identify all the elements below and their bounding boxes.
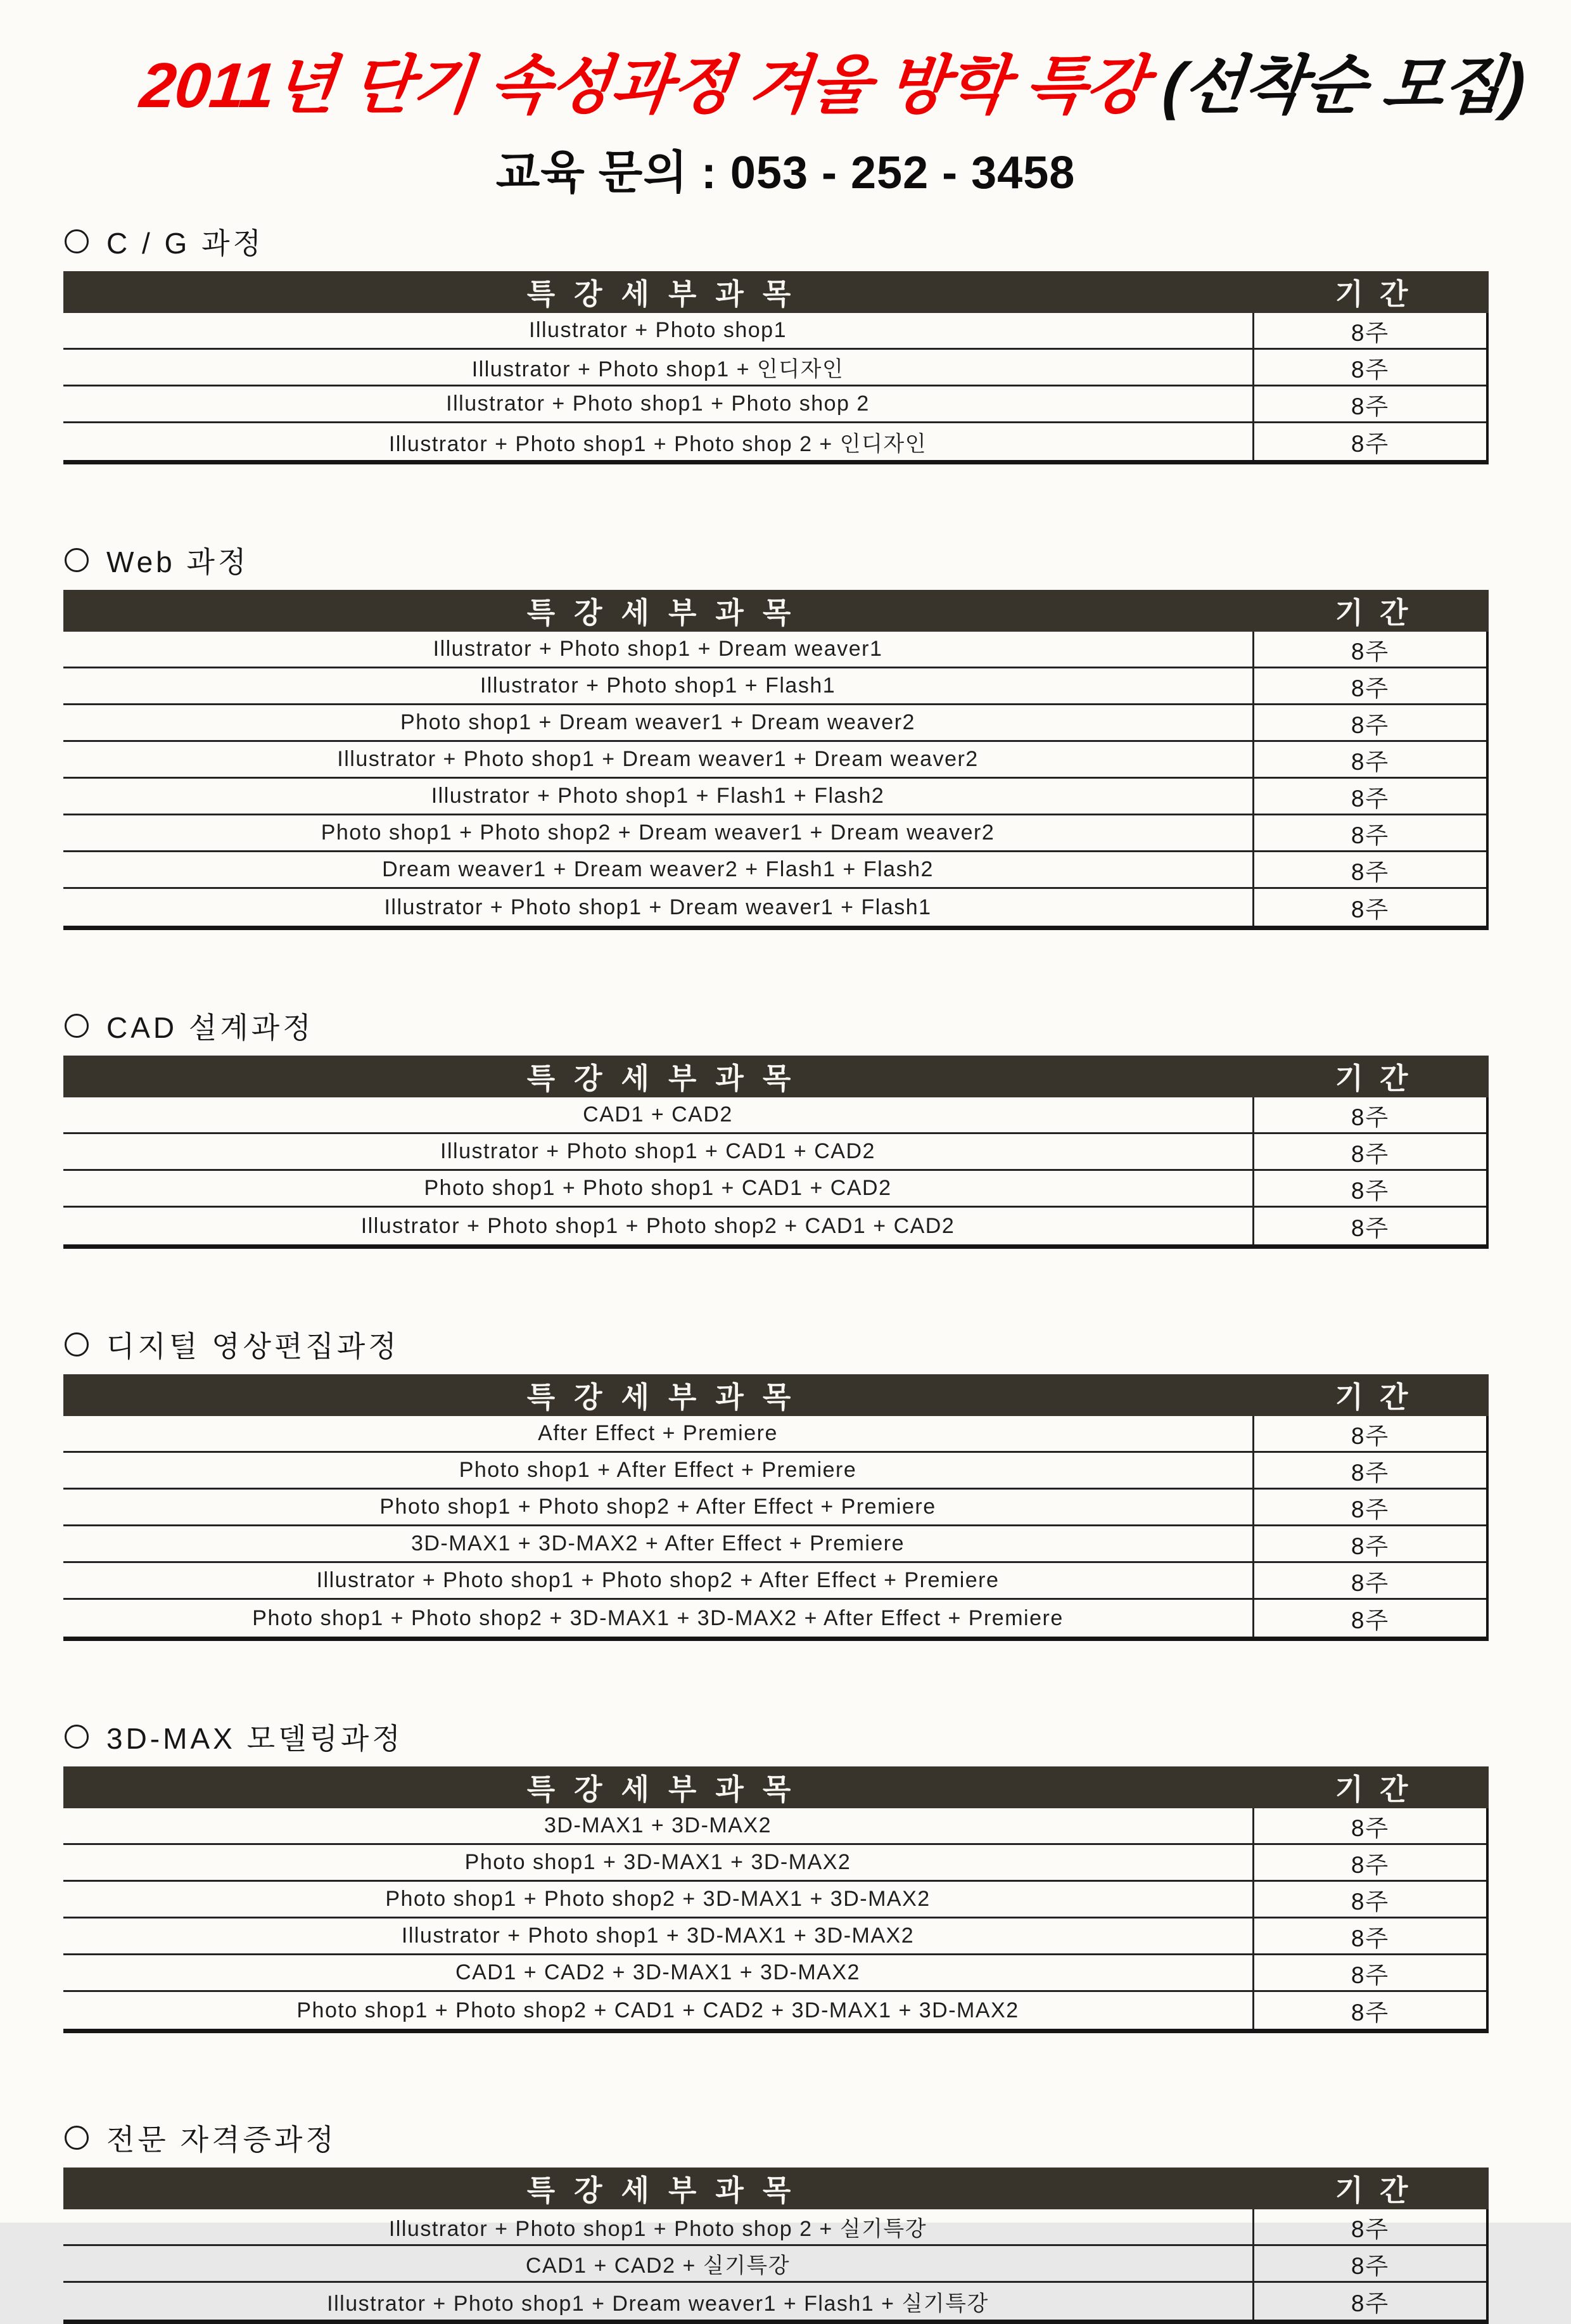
duration-cell: 8주 bbox=[1351, 393, 1390, 419]
table-row bbox=[63, 632, 1486, 668]
column-header-course: 특강세부과목 bbox=[526, 1062, 810, 1095]
column-header-duration: 기간 bbox=[1335, 1773, 1425, 1806]
column-header-duration: 기간 bbox=[1335, 1062, 1425, 1095]
table-body bbox=[63, 2209, 1489, 2324]
table-row bbox=[63, 1490, 1486, 1526]
duration-cell: 8주 bbox=[1351, 712, 1390, 738]
column-header-duration: 기간 bbox=[1335, 596, 1425, 629]
duration-cell: 8주 bbox=[1351, 1962, 1390, 1988]
table-row bbox=[63, 1882, 1486, 1919]
duration-cell: 8주 bbox=[1351, 822, 1390, 848]
course-cell: Illustrator + Photo shop1 + 3D-MAX1 + 3D-MAX2 bbox=[63, 1919, 1254, 1953]
course-cell: Photo shop1 + Dream weaver1 + Dream weaver2 bbox=[63, 705, 1254, 740]
course-section bbox=[63, 220, 1489, 464]
duration-cell: 8주 bbox=[1351, 1925, 1390, 1951]
duration-cell: 8주 bbox=[1351, 1177, 1390, 1204]
course-table bbox=[63, 271, 1489, 464]
table-header-row bbox=[63, 1374, 1489, 1416]
circle-bullet-icon bbox=[65, 1014, 89, 1038]
course-cell: Illustrator + Photo shop1 + Flash1 bbox=[63, 668, 1254, 703]
section-label bbox=[65, 1716, 1489, 1758]
table-row bbox=[63, 2283, 1486, 2320]
table-row bbox=[63, 889, 1486, 926]
table-row bbox=[63, 1600, 1486, 1637]
course-cell: Illustrator + Photo shop1 + Dream weaver1 bbox=[63, 632, 1254, 667]
table-row bbox=[63, 386, 1486, 423]
course-cell: Photo shop1 + 3D-MAX1 + 3D-MAX2 bbox=[63, 1845, 1254, 1880]
table-row bbox=[63, 815, 1486, 852]
circle-bullet-icon bbox=[65, 229, 89, 253]
table-row bbox=[63, 1955, 1486, 1992]
duration-cell: 8주 bbox=[1351, 1104, 1390, 1130]
duration-cell: 8주 bbox=[1351, 1888, 1390, 1915]
course-cell: Photo shop1 + Photo shop2 + CAD1 + CAD2 + 3D-MAX1 + 3D-MAX2 bbox=[63, 1992, 1254, 2029]
course-cell: Illustrator + Photo shop1 + Photo shop 2 + 인디자인 bbox=[63, 423, 1254, 460]
section-label bbox=[65, 1005, 1489, 1047]
document-header bbox=[0, 0, 1571, 201]
duration-cell: 8주 bbox=[1351, 356, 1390, 383]
course-table bbox=[63, 1056, 1489, 1249]
duration-cell: 8주 bbox=[1351, 638, 1390, 665]
duration-cell: 8주 bbox=[1351, 1496, 1390, 1523]
course-cell: Photo shop1 + Photo shop2 + Dream weaver1 + Dream weaver2 bbox=[63, 815, 1254, 850]
page-title bbox=[136, 34, 1529, 125]
course-sections bbox=[0, 220, 1571, 2324]
course-cell: Illustrator + Photo shop1 + Photo shop2 + After Effect + Premiere bbox=[63, 1563, 1254, 1598]
course-table bbox=[63, 1766, 1489, 2033]
course-cell: Illustrator + Photo shop1 + Photo shop2 + CAD1 + CAD2 bbox=[63, 1208, 1254, 1244]
circle-bullet-icon bbox=[65, 548, 89, 572]
table-header-row bbox=[63, 1766, 1489, 1808]
column-header-course: 특강세부과목 bbox=[526, 1381, 810, 1414]
circle-bullet-icon bbox=[65, 1332, 89, 1357]
table-row bbox=[63, 1134, 1486, 1171]
section-title: 3D-MAX 모델링과정 bbox=[106, 1722, 404, 1755]
column-header-duration: 기간 bbox=[1335, 278, 1425, 310]
table-row bbox=[63, 1416, 1486, 1453]
duration-cell: 8주 bbox=[1351, 1422, 1390, 1449]
column-header-course: 특강세부과목 bbox=[526, 278, 810, 310]
course-cell: 3D-MAX1 + 3D-MAX2 + After Effect + Premiere bbox=[63, 1526, 1254, 1561]
table-row bbox=[63, 742, 1486, 779]
course-cell: Photo shop1 + Photo shop2 + After Effect + Premiere bbox=[63, 1490, 1254, 1524]
section-label bbox=[65, 1324, 1489, 1365]
table-header-row bbox=[63, 590, 1489, 632]
table-row bbox=[63, 2209, 1486, 2246]
table-row bbox=[63, 705, 1486, 742]
course-cell: Illustrator + Photo shop1 bbox=[63, 313, 1254, 348]
course-cell: Illustrator + Photo shop1 + Flash1 + Flash2 bbox=[63, 779, 1254, 814]
course-cell: Photo shop1 + Photo shop2 + 3D-MAX1 + 3D-MAX2 bbox=[63, 1882, 1254, 1917]
table-row bbox=[63, 1563, 1486, 1600]
duration-cell: 8주 bbox=[1351, 2216, 1390, 2242]
section-label bbox=[65, 2117, 1489, 2159]
course-section bbox=[63, 539, 1489, 930]
circle-bullet-icon bbox=[65, 1725, 89, 1749]
table-row bbox=[63, 1992, 1486, 2029]
table-row bbox=[63, 1845, 1486, 1882]
page-title-red-text: 2011년 단기 속성과정 겨울 방학 특강 bbox=[137, 50, 1150, 121]
table-header-row bbox=[63, 271, 1489, 313]
duration-cell: 8주 bbox=[1351, 748, 1390, 775]
course-cell: Photo shop1 + Photo shop1 + CAD1 + CAD2 bbox=[63, 1171, 1254, 1206]
duration-cell: 8주 bbox=[1351, 1533, 1390, 1559]
duration-cell: 8주 bbox=[1351, 431, 1390, 457]
table-row bbox=[63, 1171, 1486, 1208]
duration-cell: 8주 bbox=[1351, 859, 1390, 885]
course-section bbox=[63, 2117, 1489, 2324]
column-header-duration: 기간 bbox=[1335, 1381, 1425, 1414]
duration-cell: 8주 bbox=[1351, 1215, 1390, 1241]
table-body bbox=[63, 1097, 1489, 1249]
table-row bbox=[63, 1453, 1486, 1490]
course-cell: After Effect + Premiere bbox=[63, 1416, 1254, 1451]
course-section bbox=[63, 1005, 1489, 1249]
course-cell: Illustrator + Photo shop1 + Dream weaver1 + Flash1 bbox=[63, 889, 1254, 926]
table-row bbox=[63, 350, 1486, 386]
course-cell: Illustrator + Photo shop1 + 인디자인 bbox=[63, 350, 1254, 385]
duration-cell: 8주 bbox=[1351, 675, 1390, 701]
course-table bbox=[63, 2168, 1489, 2324]
duration-cell: 8주 bbox=[1351, 2252, 1390, 2279]
course-cell: CAD1 + CAD2 + 실기특강 bbox=[63, 2246, 1254, 2281]
duration-cell: 8주 bbox=[1351, 1815, 1390, 1841]
course-cell: 3D-MAX1 + 3D-MAX2 bbox=[63, 1808, 1254, 1843]
course-cell: Dream weaver1 + Dream weaver2 + Flash1 + Flash2 bbox=[63, 852, 1254, 887]
table-body bbox=[63, 1416, 1489, 1641]
duration-cell: 8주 bbox=[1351, 1851, 1390, 1878]
duration-cell: 8주 bbox=[1351, 1569, 1390, 1596]
course-section bbox=[63, 1324, 1489, 1641]
course-cell: Illustrator + Photo shop1 + Photo shop 2 + 실기특강 bbox=[63, 2209, 1254, 2244]
table-row bbox=[63, 852, 1486, 889]
page-title-black-text: (선착순 모집) bbox=[1159, 50, 1528, 121]
table-header-row bbox=[63, 2168, 1489, 2209]
section-label bbox=[65, 539, 1489, 581]
duration-cell: 8주 bbox=[1351, 2290, 1390, 2316]
table-row bbox=[63, 313, 1486, 350]
course-cell: CAD1 + CAD2 bbox=[63, 1097, 1254, 1132]
course-cell: Photo shop1 + After Effect + Premiere bbox=[63, 1453, 1254, 1488]
duration-cell: 8주 bbox=[1351, 1140, 1390, 1167]
column-header-duration: 기간 bbox=[1335, 2174, 1425, 2207]
course-section bbox=[63, 1716, 1489, 2033]
section-title: C / G 과정 bbox=[106, 227, 264, 260]
table-body bbox=[63, 1808, 1489, 2033]
section-title: 디지털 영상편집과정 bbox=[106, 1330, 400, 1363]
column-header-course: 특강세부과목 bbox=[526, 2174, 810, 2207]
course-cell: Illustrator + Photo shop1 + Dream weaver1 + Flash1 + 실기특강 bbox=[63, 2283, 1254, 2320]
course-cell: CAD1 + CAD2 + 3D-MAX1 + 3D-MAX2 bbox=[63, 1955, 1254, 1990]
duration-cell: 8주 bbox=[1351, 1459, 1390, 1486]
column-header-course: 특강세부과목 bbox=[526, 596, 810, 629]
duration-cell: 8주 bbox=[1351, 785, 1390, 812]
course-table bbox=[63, 1374, 1489, 1641]
table-row bbox=[63, 2246, 1486, 2283]
course-cell: Photo shop1 + Photo shop2 + 3D-MAX1 + 3D-MAX2 + After Effect + Premiere bbox=[63, 1600, 1254, 1637]
table-body bbox=[63, 313, 1489, 464]
table-header-row bbox=[63, 1056, 1489, 1097]
table-row bbox=[63, 1097, 1486, 1134]
section-title: CAD 설계과정 bbox=[106, 1011, 314, 1044]
section-title: Web 과정 bbox=[106, 546, 250, 578]
course-cell: Illustrator + Photo shop1 + Photo shop 2 bbox=[63, 386, 1254, 421]
duration-cell: 8주 bbox=[1351, 2000, 1390, 2026]
table-row bbox=[63, 1919, 1486, 1955]
course-cell: Illustrator + Photo shop1 + CAD1 + CAD2 bbox=[63, 1134, 1254, 1169]
table-row bbox=[63, 668, 1486, 705]
duration-cell: 8주 bbox=[1351, 1607, 1390, 1633]
course-cell: Illustrator + Photo shop1 + Dream weaver1 + Dream weaver2 bbox=[63, 742, 1254, 777]
table-row bbox=[63, 1808, 1486, 1845]
section-label bbox=[65, 220, 1489, 262]
duration-cell: 8주 bbox=[1351, 897, 1390, 923]
course-table bbox=[63, 590, 1489, 930]
contact-phone-line: 교육 문의 : 053 - 252 - 3458 bbox=[495, 148, 1076, 198]
table-row bbox=[63, 779, 1486, 815]
table-row bbox=[63, 1208, 1486, 1244]
table-row bbox=[63, 423, 1486, 460]
table-row bbox=[63, 1526, 1486, 1563]
column-header-course: 특강세부과목 bbox=[526, 1773, 810, 1806]
circle-bullet-icon bbox=[65, 2126, 89, 2150]
duration-cell: 8주 bbox=[1351, 319, 1390, 346]
table-body bbox=[63, 632, 1489, 930]
section-title: 전문 자격증과정 bbox=[106, 2123, 337, 2156]
